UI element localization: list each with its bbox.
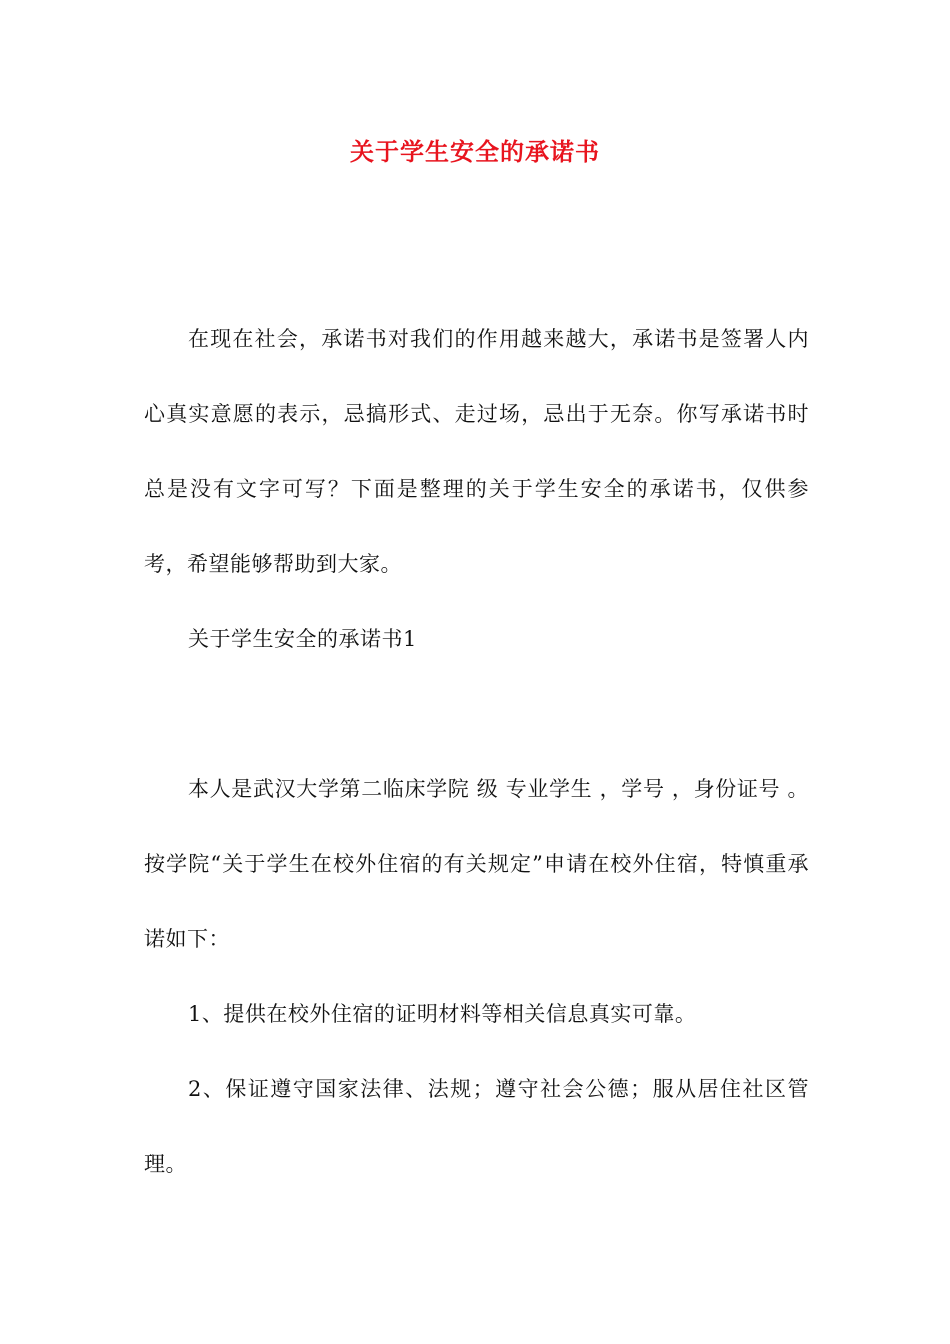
document-title: 关于学生安全的承诺书 <box>350 138 600 166</box>
statement-paragraph: 本人是武汉大学第二临床学院 级 专业学生 ，学号 ，身份证号 。按学院“关于学生在校外住宿的有关规定”申请在校外住宿，特慎重承诺如下： <box>144 777 809 951</box>
intro-paragraph: 在现在社会，承诺书对我们的作用越来越大，承诺书是签署人内心真实意愿的表示，忌搞形式、走过场，忌出于无奈。你写承诺书时总是没有文字可写？下面是整理的关于学生安全的承诺书，仅供参考，希望能够帮助到大家。 <box>144 327 809 576</box>
commitment-item-1: 1、提供在校外住宿的证明材料等相关信息真实可靠。 <box>188 1002 697 1026</box>
section-heading: 关于学生安全的承诺书1 <box>188 627 417 651</box>
commitment-item-2: 2、保证遵守国家法律、法规；遵守社会公德；服从居住社区管理。 <box>144 1077 809 1176</box>
